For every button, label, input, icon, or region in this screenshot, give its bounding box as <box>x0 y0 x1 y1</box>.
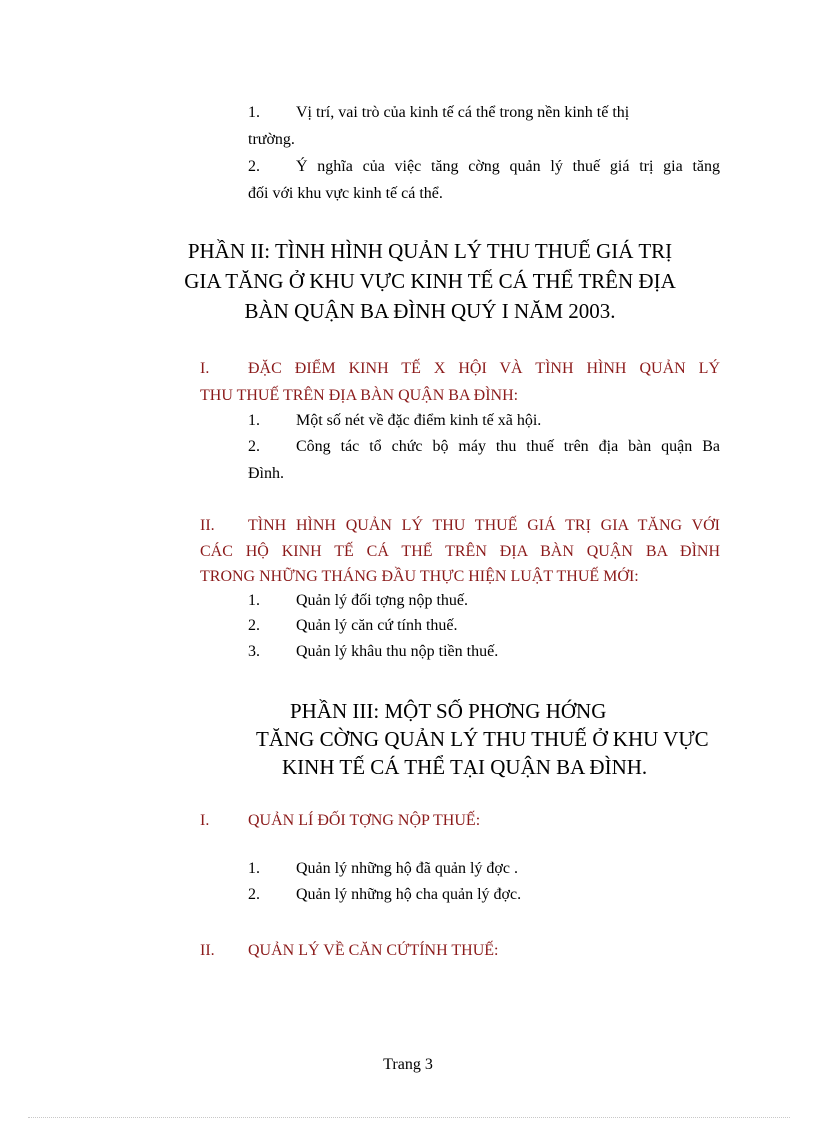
part-title-line: PHẦN II: TÌNH HÌNH QUẢN LÝ THU THUẾ GIÁ TRỊ <box>187 239 673 263</box>
list-item-text: Quản lý khâu thu nộp tiền thuế. <box>296 643 499 660</box>
list-item-text-continued: đối với khu vực kinh tế cá thể. <box>248 185 443 202</box>
list-item-number: 2. <box>248 158 260 175</box>
list-item-text: Vị trí, vai trò của kinh tế cá thể trong nền kinh tế thị <box>296 104 630 121</box>
page-number: Trang 3 <box>383 1056 433 1073</box>
list-item-number: 2. <box>248 438 260 455</box>
section-heading-line: TRONG NHỮNG THÁNG ĐẦU THỰC HIỆN LUẬT THUẾ MỚI: <box>200 568 639 585</box>
list-item-number: 2. <box>248 617 260 634</box>
section-heading-line: QUẢN LÍ ĐỐI TỢNG NỘP THUẾ: <box>248 812 481 829</box>
list-item-text: Quản lý những hộ cha quản lý đợc. <box>296 886 522 903</box>
list-item-text-continued: trường. <box>248 131 295 148</box>
list-item-number: 1. <box>248 104 260 121</box>
section-heading-line: CÁC HỘ KINH TẾ CÁ THỂ TRÊN ĐỊA BÀN QUẬN BA ĐÌNH <box>200 543 720 560</box>
list-item-number: 1. <box>248 592 260 609</box>
section-heading-line: QUẢN LÝ VỀ CĂN CỨTÍNH THUẾ: <box>248 942 499 959</box>
list-item-number: 3. <box>248 643 260 660</box>
section-heading-line: THU THUẾ TRÊN ĐỊA BÀN QUẬN BA ĐÌNH: <box>200 387 519 404</box>
list-item-text: Ý nghĩa của việc tăng cờng quản lý thuế giá trị gia tăng <box>296 158 720 175</box>
section-roman-numeral: I. <box>200 812 210 829</box>
section-roman-numeral: I. <box>200 360 210 377</box>
part-title-line: GIA TĂNG Ở KHU VỰC KINH TẾ CÁ THỂ TRÊN ĐỊA <box>184 269 676 293</box>
footer-divider <box>28 1117 790 1118</box>
list-item-number: 2. <box>248 886 260 903</box>
section-roman-numeral: II. <box>200 942 215 959</box>
section-heading-line: TÌNH HÌNH QUẢN LÝ THU THUẾ GIÁ TRỊ GIA TĂNG VỚI <box>248 517 720 534</box>
section-heading-line: ĐẶC ĐIỂM KINH TẾ X HỘI VÀ TÌNH HÌNH QUẢN LÝ <box>248 360 720 377</box>
section-roman-numeral: II. <box>200 517 215 534</box>
list-item-text: Một số nét về đặc điểm kinh tế xã hội. <box>296 412 542 429</box>
part-title-line: BÀN QUẬN BA ĐÌNH QUÝ I NĂM 2003. <box>244 299 616 323</box>
part-title-line: KINH TẾ CÁ THỂ TẠI QUẬN BA ĐÌNH. <box>282 755 648 779</box>
part-title-line: PHẦN III: MỘT SỐ PHƠNG HỚNG <box>290 699 607 723</box>
list-item-text: Quản lý những hộ đã quản lý đợc . <box>296 860 518 877</box>
list-item-text-continued: Đình. <box>248 465 284 482</box>
part-title-line: TĂNG CỜNG QUẢN LÝ THU THUẾ Ở KHU VỰC <box>256 727 709 751</box>
list-item-text: Quản lý căn cứ tính thuế. <box>296 617 458 634</box>
list-item-text: Công tác tổ chức bộ máy thu thuế trên địa bàn quận Ba <box>296 438 720 455</box>
list-item-text: Quản lý đối tợng nộp thuế. <box>296 592 468 609</box>
list-item-number: 1. <box>248 412 260 429</box>
list-item-number: 1. <box>248 860 260 877</box>
